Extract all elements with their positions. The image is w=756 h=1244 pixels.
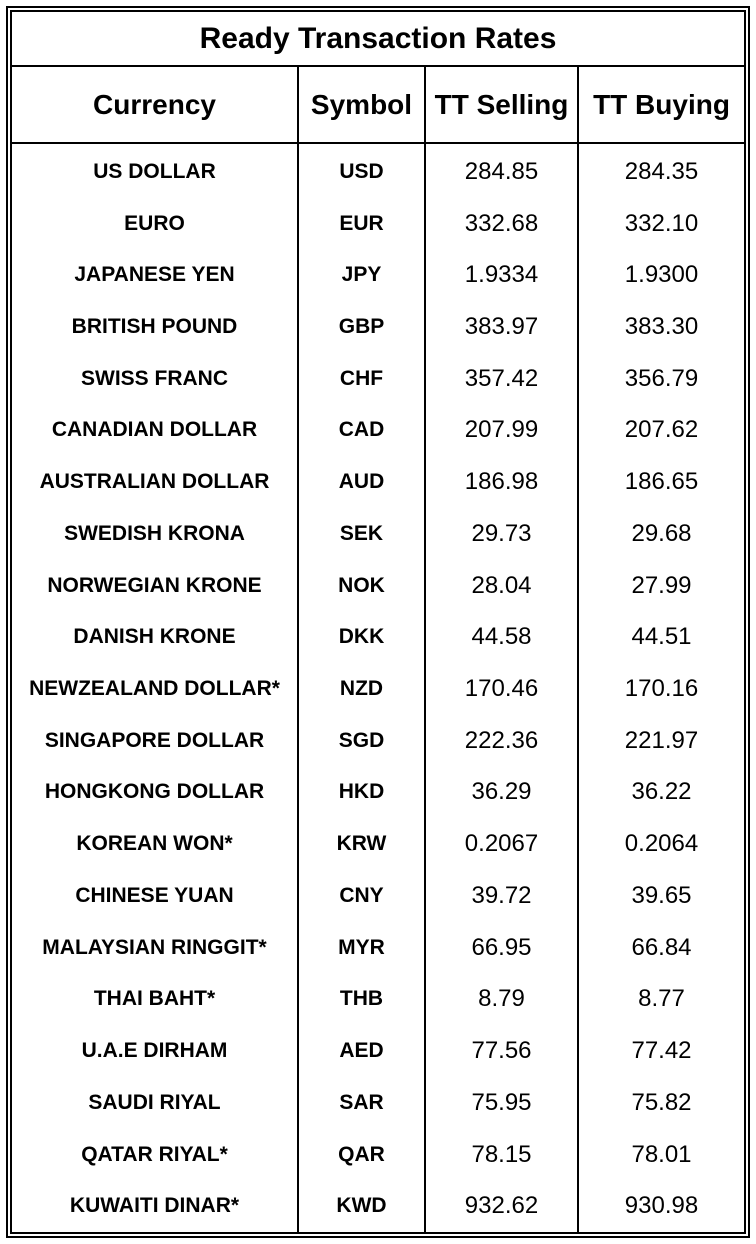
tt-selling-cell: 207.99 [464, 416, 539, 444]
symbol-cell: QAR [338, 1142, 385, 1166]
symbol-cell: KRW [336, 832, 387, 856]
tt-selling-cell: 186.98 [464, 468, 539, 496]
tt-selling-cell: 383.97 [464, 313, 539, 341]
tt-selling-cell: 78.15 [471, 1140, 532, 1168]
currency-cell: DANISH KRONE [73, 625, 236, 649]
symbol-cell: NOK [338, 573, 385, 597]
currency-cell: MALAYSIAN RINGGIT* [42, 935, 267, 959]
symbol-cell: DKK [338, 625, 385, 649]
currency-cell: NORWEGIAN KRONE [47, 573, 262, 597]
tt-buying-cell: 75.82 [631, 1088, 692, 1116]
currency-cell: QATAR RIYAL* [81, 1142, 228, 1166]
header-tt-selling: TT Selling [426, 67, 579, 142]
tt-buying-column [579, 144, 744, 1232]
symbol-cell: SGD [338, 728, 385, 752]
symbol-cell: THB [339, 987, 384, 1011]
currency-cell: SWISS FRANC [81, 366, 228, 390]
tt-selling-cell: 77.56 [471, 1037, 532, 1065]
symbol-cell: JPY [341, 263, 382, 287]
symbol-cell: SAR [339, 1090, 384, 1114]
tt-buying-cell: 44.51 [631, 623, 692, 651]
symbol-cell: CAD [338, 418, 385, 442]
tt-buying-cell: 8.77 [638, 985, 685, 1013]
currency-cell: AUSTRALIAN DOLLAR [39, 470, 270, 494]
tt-selling-cell: 29.73 [471, 519, 532, 547]
tt-buying-cell: 383.30 [624, 313, 699, 341]
table-body [12, 144, 744, 1232]
tt-buying-cell: 207.62 [624, 416, 699, 444]
tt-selling-cell: 8.79 [478, 985, 525, 1013]
tt-selling-cell: 1.9334 [464, 261, 539, 289]
tt-buying-cell: 930.98 [624, 1192, 699, 1220]
rates-table-frame [6, 6, 750, 1238]
currency-cell: KUWAITI DINAR* [69, 1194, 240, 1218]
currency-cell: THAI BAHT* [93, 987, 216, 1011]
tt-buying-cell: 284.35 [624, 157, 699, 185]
tt-selling-cell: 332.68 [464, 209, 539, 237]
tt-buying-cell: 356.79 [624, 364, 699, 392]
currency-cell: KOREAN WON* [76, 832, 233, 856]
table-title: Ready Transaction Rates [12, 12, 744, 67]
symbol-cell: EUR [339, 211, 384, 235]
symbol-cell: SEK [339, 521, 384, 545]
tt-buying-cell: 78.01 [631, 1140, 692, 1168]
currency-cell: U.A.E DIRHAM [81, 1039, 228, 1063]
symbol-column [299, 144, 426, 1232]
tt-buying-cell: 0.2064 [624, 830, 699, 858]
tt-selling-cell: 39.72 [471, 881, 532, 909]
currency-cell: JAPANESE YEN [74, 263, 235, 287]
symbol-cell: CNY [339, 883, 384, 907]
header-tt-buying: TT Buying [593, 88, 730, 120]
rates-table [10, 10, 746, 1234]
currency-cell: US DOLLAR [93, 159, 216, 183]
tt-selling-column [426, 144, 579, 1232]
tt-selling-cell: 284.85 [464, 157, 539, 185]
tt-selling-cell: 222.36 [464, 726, 539, 754]
tt-buying-cell: 66.84 [631, 933, 692, 961]
tt-buying-cell: 27.99 [631, 571, 692, 599]
symbol-cell: MYR [338, 935, 385, 959]
tt-selling-cell: 0.2067 [464, 830, 539, 858]
currency-column [12, 144, 299, 1232]
currency-cell: EURO [124, 211, 185, 235]
symbol-cell: CHF [339, 366, 384, 390]
tt-buying-cell: 39.65 [631, 881, 692, 909]
tt-buying-cell: 332.10 [624, 209, 699, 237]
header-row [12, 67, 744, 144]
currency-cell: SAUDI RIYAL [88, 1090, 221, 1114]
symbol-cell: KWD [336, 1194, 387, 1218]
currency-cell: SINGAPORE DOLLAR [44, 728, 265, 752]
tt-buying-cell: 221.97 [624, 726, 699, 754]
tt-buying-cell: 77.42 [631, 1037, 692, 1065]
symbol-cell: AUD [338, 470, 385, 494]
tt-buying-cell: 170.16 [624, 675, 699, 703]
currency-cell: CHINESE YUAN [75, 883, 234, 907]
tt-buying-cell: 1.9300 [624, 261, 699, 289]
tt-selling-cell: 36.29 [471, 778, 532, 806]
symbol-cell: AED [339, 1039, 384, 1063]
tt-selling-cell: 44.58 [471, 623, 532, 651]
tt-buying-cell: 36.22 [631, 778, 692, 806]
tt-selling-cell: 932.62 [464, 1192, 539, 1220]
symbol-cell: GBP [338, 315, 385, 339]
tt-buying-cell: 186.65 [624, 468, 699, 496]
symbol-cell: HKD [338, 780, 385, 804]
tt-selling-cell: 357.42 [464, 364, 539, 392]
symbol-cell: USD [339, 159, 384, 183]
header-currency: Currency [12, 67, 299, 142]
tt-selling-cell: 75.95 [471, 1088, 532, 1116]
tt-selling-cell: 28.04 [471, 571, 532, 599]
currency-cell: NEWZEALAND DOLLAR* [29, 677, 280, 701]
currency-cell: CANADIAN DOLLAR [51, 418, 258, 442]
currency-cell: BRITISH POUND [71, 315, 238, 339]
header-symbol: Symbol [299, 67, 426, 142]
tt-selling-cell: 170.46 [464, 675, 539, 703]
tt-buying-cell: 29.68 [631, 519, 692, 547]
symbol-cell: NZD [339, 677, 384, 701]
currency-cell: HONGKONG DOLLAR [44, 780, 265, 804]
tt-selling-cell: 66.95 [471, 933, 532, 961]
currency-cell: SWEDISH KRONA [64, 521, 245, 545]
